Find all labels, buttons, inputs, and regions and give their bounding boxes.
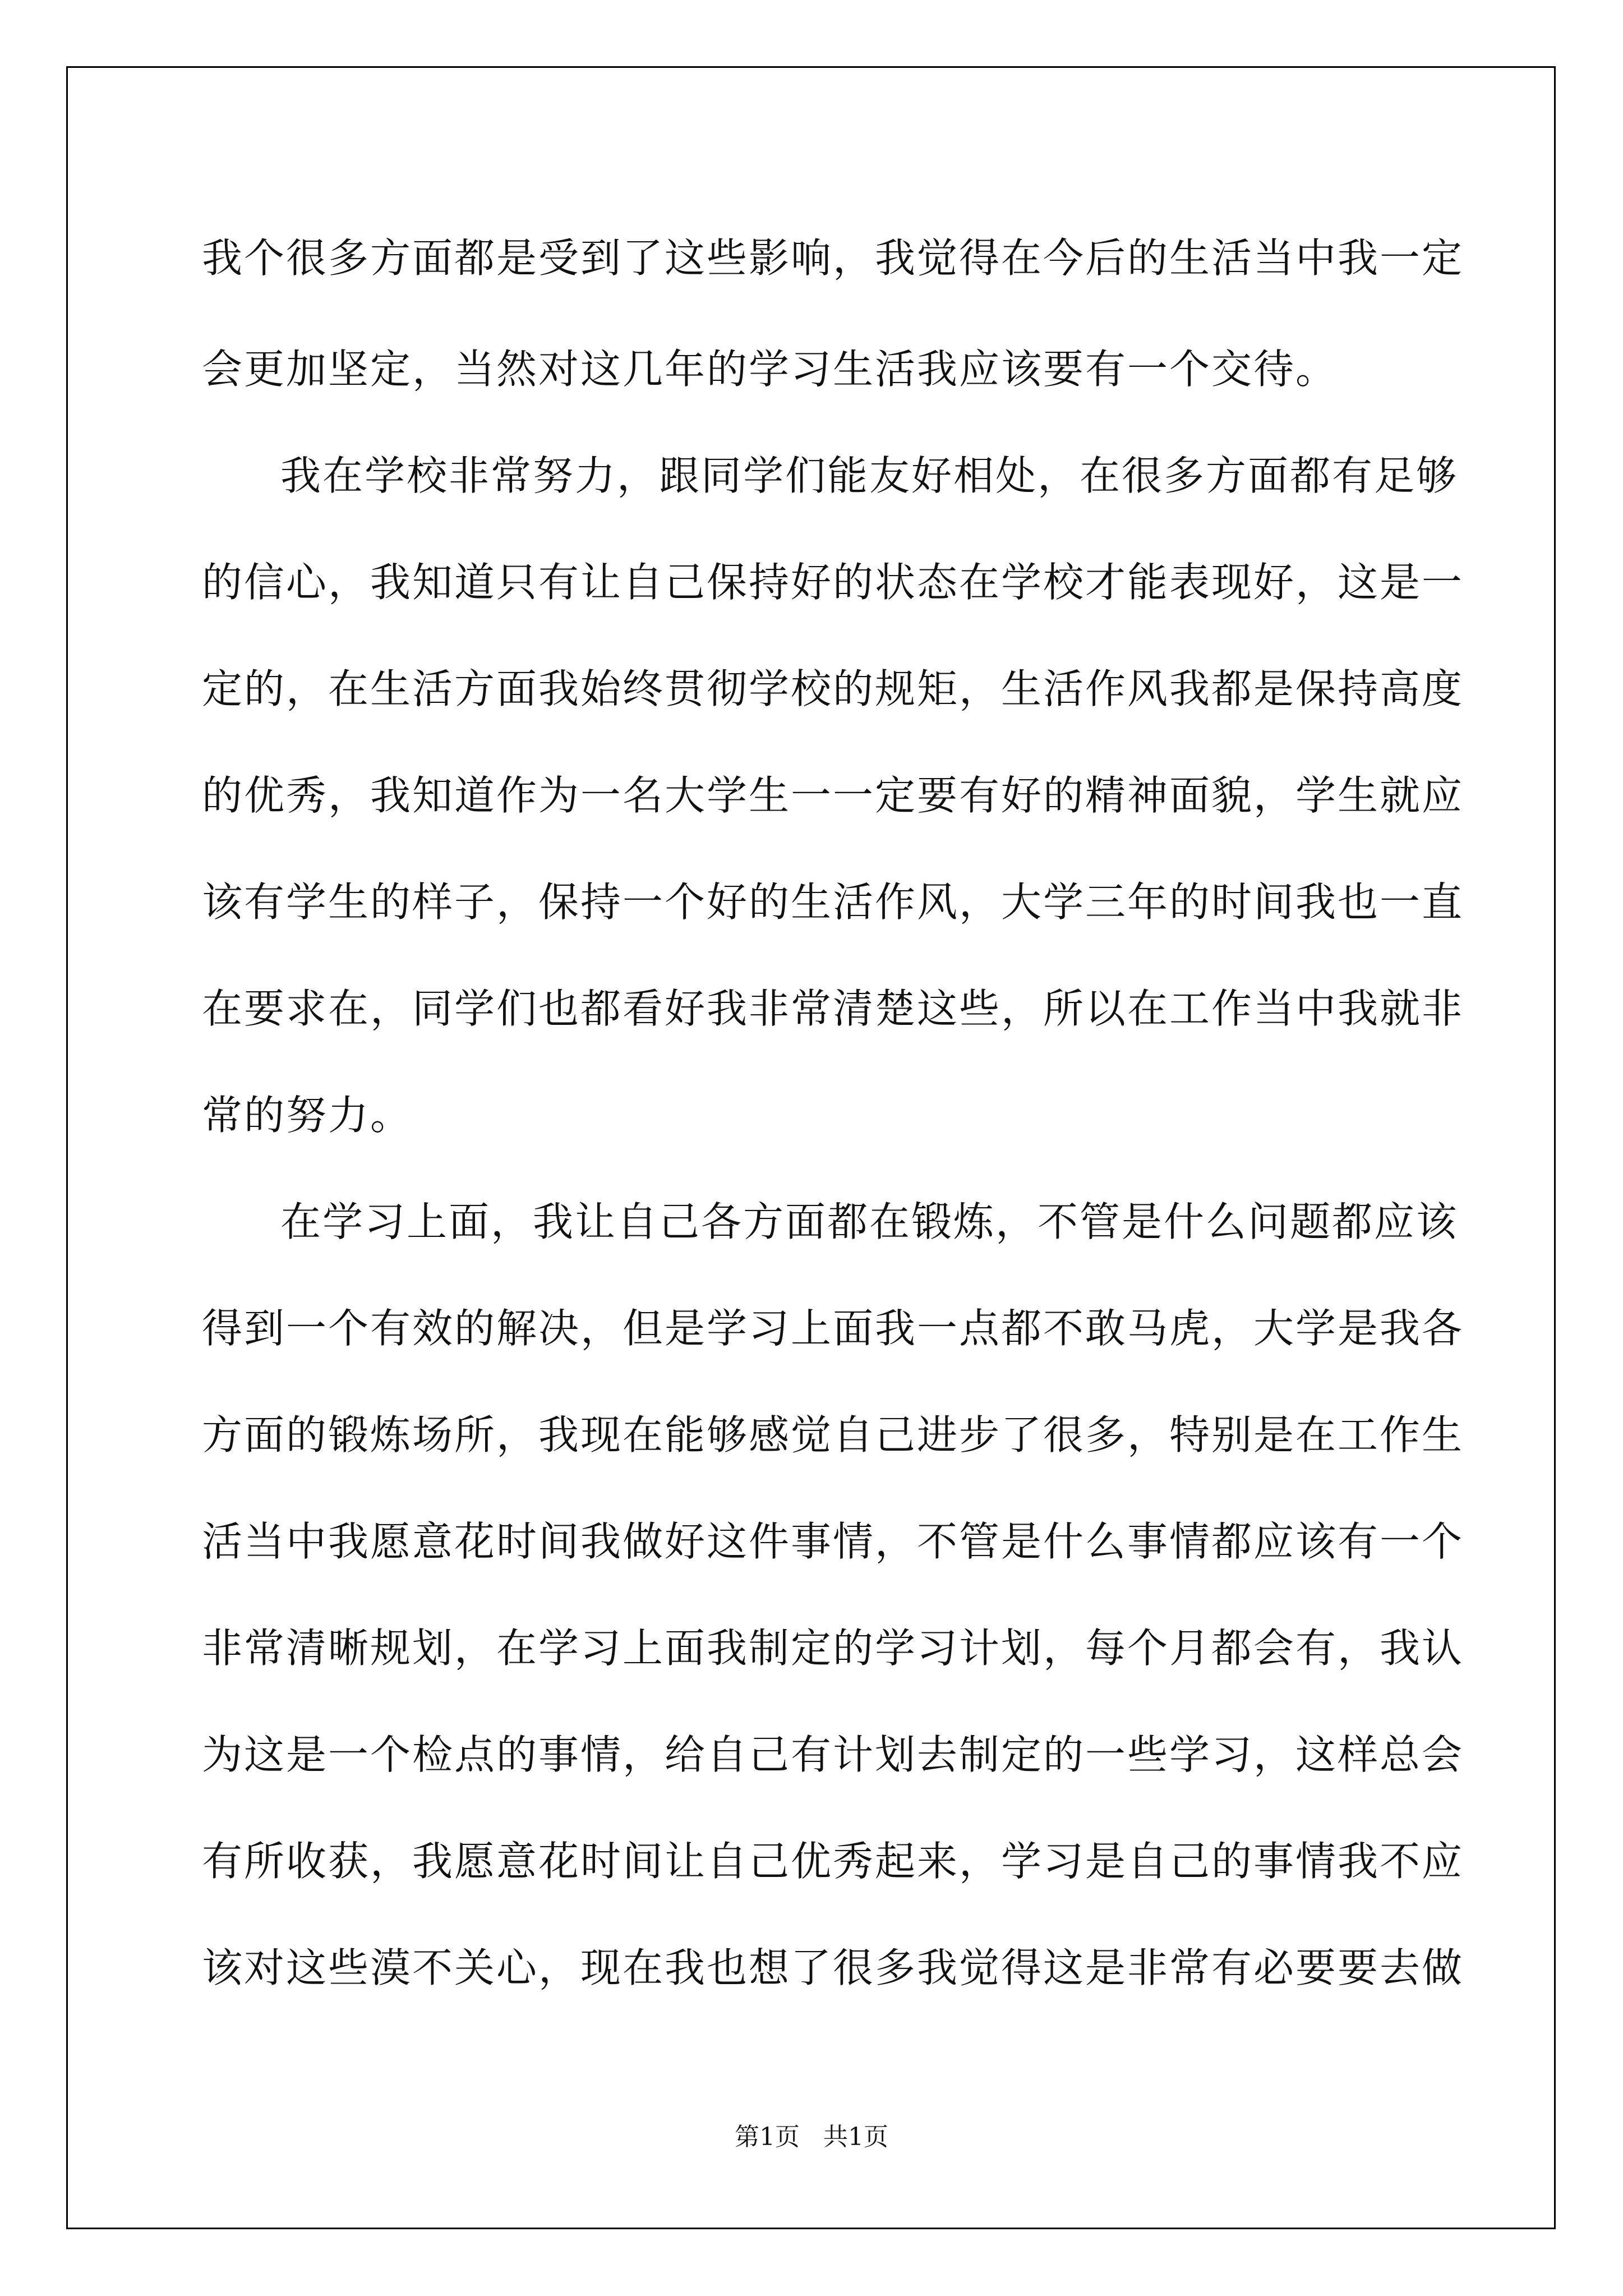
paragraph-start-line: 我在学校非常努力，跟同学们能友好相处，在很多方面都有足够 xyxy=(280,452,1459,499)
page-footer xyxy=(0,2120,1623,2154)
text-line: 的信心，我知道只有让自己保持好的状态在学校才能表现好，这是一 xyxy=(202,559,1464,606)
paragraph-start-line: 在学习上面，我让自己各方面都在锻炼，不管是什么问题都应该 xyxy=(280,1198,1459,1245)
text-line: 活当中我愿意花时间我做好这件事情，不管是什么事情都应该有一个 xyxy=(202,1518,1464,1565)
text-line: 得到一个有效的解决，但是学习上面我一点都不敢马虎，大学是我各 xyxy=(202,1305,1464,1352)
text-line: 该对这些漠不关心，现在我也想了很多我觉得这是非常有必要要去做 xyxy=(202,1944,1464,1991)
text-line: 在要求在，同学们也都看好我非常清楚这些，所以在工作当中我就非 xyxy=(202,985,1464,1032)
text-line: 非常清晰规划，在学习上面我制定的学习计划，每个月都会有，我认 xyxy=(202,1625,1464,1672)
text-line: 有所收获，我愿意花时间让自己优秀起来，学习是自己的事情我不应 xyxy=(202,1838,1464,1885)
page-number: 第1页 xyxy=(735,2123,800,2151)
text-line: 该有学生的样子，保持一个好的生活作风，大学三年的时间我也一直 xyxy=(202,878,1464,926)
total-pages: 共1页 xyxy=(823,2123,888,2151)
text-line: 为这是一个检点的事情，给自己有计划去制定的一些学习，这样总会 xyxy=(202,1731,1464,1778)
text-line: 定的，在生活方面我始终贯彻学校的规矩，生活作风我都是保持高度 xyxy=(202,665,1464,712)
text-line: 方面的锻炼场所，我现在能够感觉自己进步了很多，特别是在工作生 xyxy=(202,1411,1464,1458)
text-line: 我个很多方面都是受到了这些影响，我觉得在今后的生活当中我一定 xyxy=(202,234,1464,282)
text-line: 的优秀，我知道作为一名大学生一一定要有好的精神面貌，学生就应 xyxy=(202,772,1464,819)
text-line: 常的努力。 xyxy=(202,1092,413,1139)
text-line: 会更加坚定，当然对这几年的学习生活我应该要有一个交待。 xyxy=(202,346,1338,393)
